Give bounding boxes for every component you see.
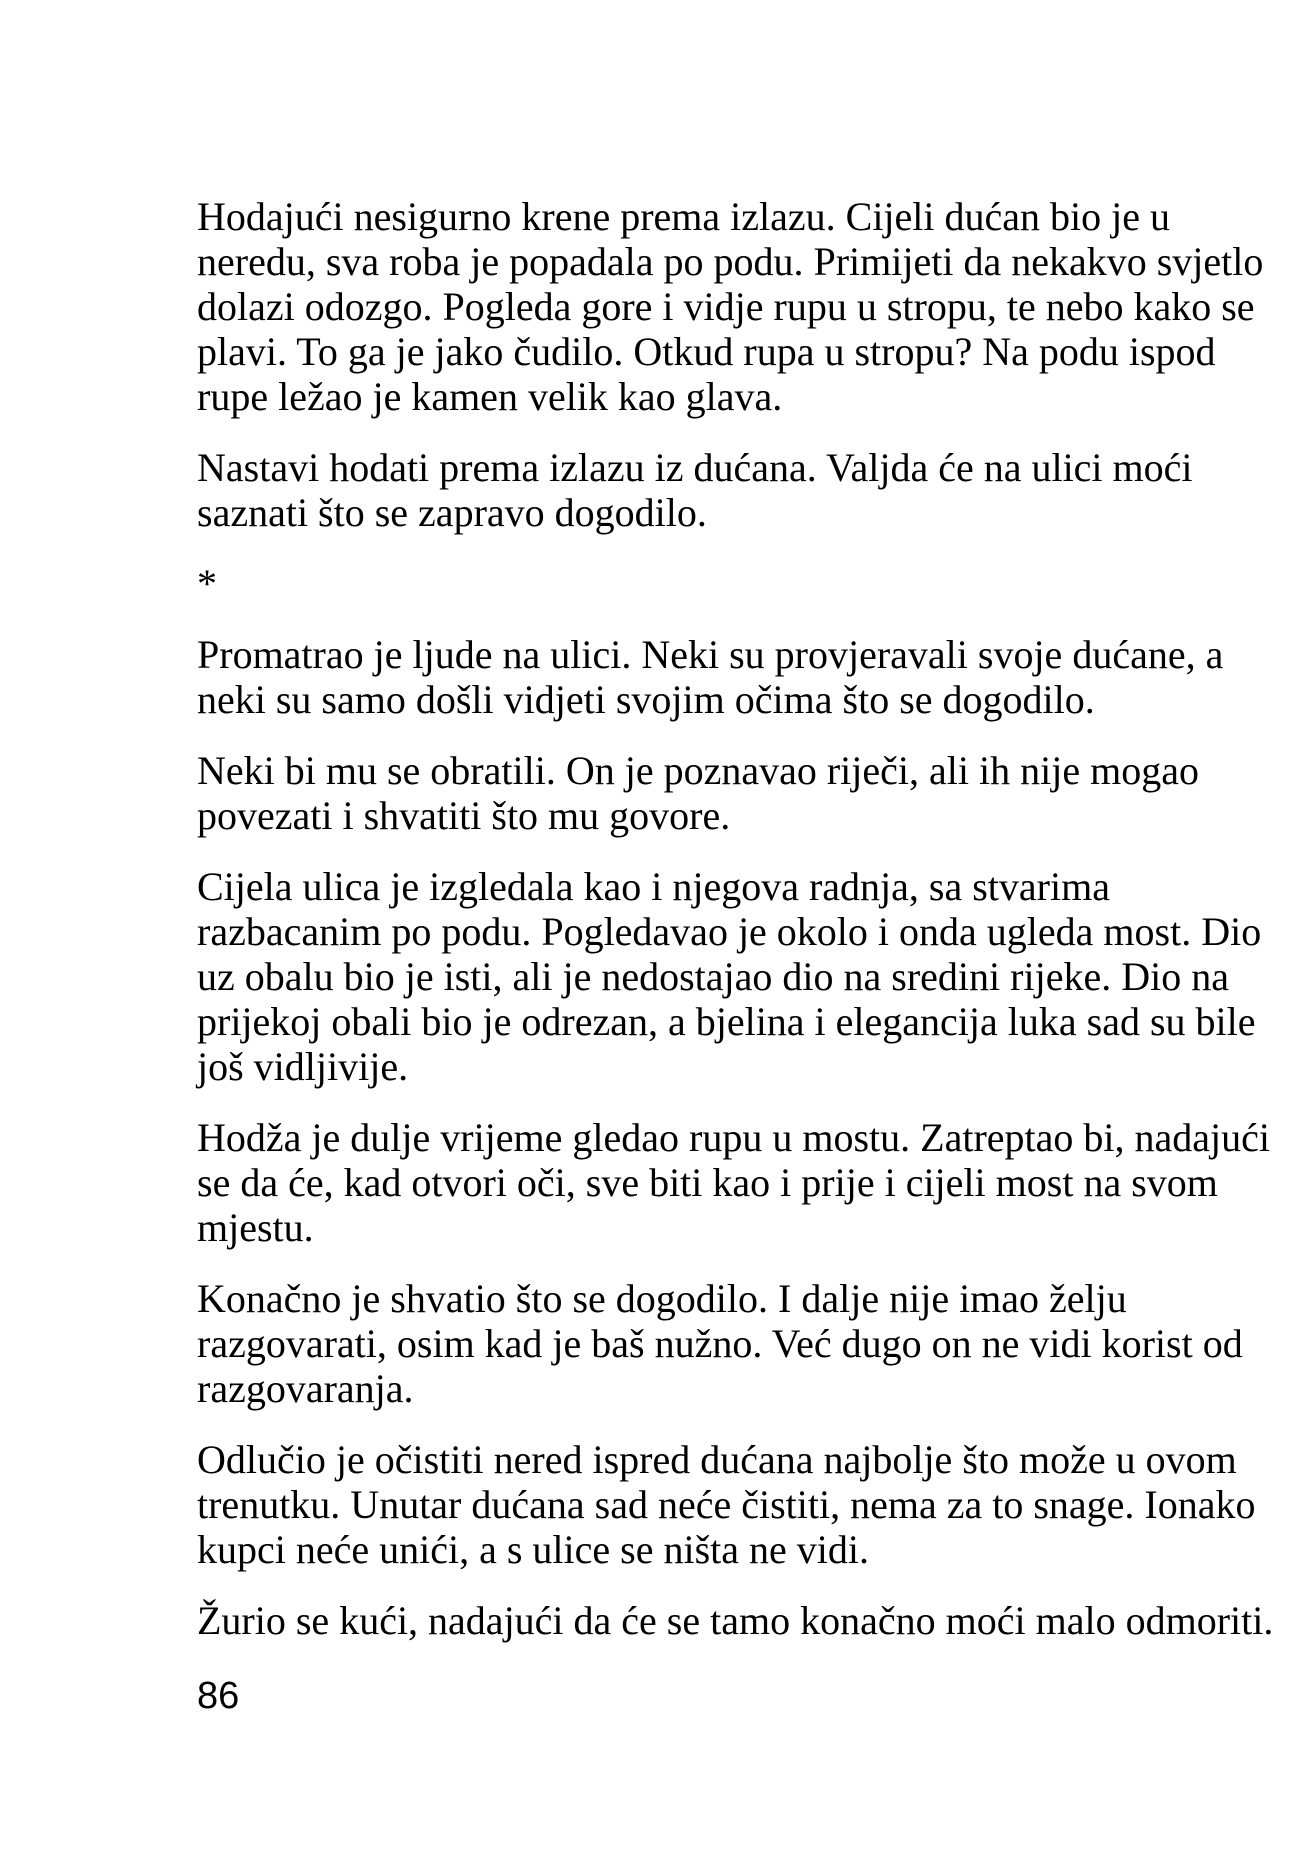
text-line: Promatrao je ljude na ulici. Neki su provjeravali svoje dućane, a: [197, 632, 1224, 677]
paragraph-2: [197, 445, 1193, 535]
text-line: razgovaranja.: [197, 1366, 414, 1411]
text-line: kupci neće unići, a s ulice se ništa ne vidi.: [197, 1527, 870, 1572]
text-line: Neki bi mu se obratili. On je poznavao riječi, ali ih nije mogao: [197, 748, 1199, 793]
paragraph-8: [197, 1437, 1256, 1572]
text-line: *: [197, 561, 217, 606]
text-line: rupe ležao je kamen velik kao glava.: [197, 374, 783, 419]
text-line: saznati što se zapravo dogodilo.: [197, 490, 707, 535]
paragraph-9: [197, 1598, 1274, 1643]
text-line: uz obalu bio je isti, ali je nedostajao dio na sredini rijeke. Dio na: [197, 954, 1229, 999]
text-line: Hodža je dulje vrijeme gledao rupu u mostu. Zatreptao bi, nadajući: [197, 1115, 1270, 1160]
text-line: se da će, kad otvori oči, sve biti kao i prije i cijeli most na svom: [197, 1160, 1218, 1205]
text-line: Nastavi hodati prema izlazu iz dućana. Valjda će na ulici moći: [197, 445, 1193, 490]
section-separator: [197, 561, 1107, 606]
paragraph-7: [197, 1276, 1243, 1411]
text-line: plavi. To ga je jako čudilo. Otkud rupa u stropu? Na podu ispod: [197, 329, 1216, 374]
page-number: 86: [197, 1675, 240, 1717]
text-line: Cijela ulica je izgledala kao i njegova radnja, sa stvarima: [197, 864, 1110, 909]
paragraph-1: [197, 194, 1264, 419]
body-text: [197, 194, 1274, 1669]
paragraph-5: [197, 864, 1262, 1089]
paragraph-3: [197, 632, 1224, 722]
text-line: Odlučio je očistiti nered ispred dućana najbolje što može u ovom: [197, 1437, 1237, 1482]
text-line: Hodajući nesigurno krene prema izlazu. Cijeli dućan bio je u: [197, 194, 1171, 239]
text-line: trenutku. Unutar dućana sad neće čistiti, nema za to snage. Ionako: [197, 1482, 1256, 1527]
text-line: dolazi odozgo. Pogleda gore i vidje rupu u stropu, te nebo kako se: [197, 284, 1255, 329]
text-line: Konačno je shvatio što se dogodilo. I dalje nije imao želju: [197, 1276, 1127, 1321]
paragraph-6: [197, 1115, 1270, 1250]
text-line: povezati i shvatiti što mu govore.: [197, 793, 731, 838]
text-line: razgovarati, osim kad je baš nužno. Već dugo on ne vidi korist od: [197, 1321, 1243, 1366]
text-line: neredu, sva roba je popadala po podu. Primijeti da nekakvo svjetlo: [197, 239, 1264, 284]
text-line: Žurio se kući, nadajući da će se tamo konačno moći malo odmoriti.: [197, 1598, 1274, 1643]
paragraph-4: [197, 748, 1199, 838]
text-line: mjestu.: [197, 1205, 314, 1250]
text-line: još vidljivije.: [197, 1044, 409, 1089]
text-line: razbacanim po podu. Pogledavao je okolo i onda ugleda most. Dio: [197, 909, 1262, 954]
text-line: prijekoj obali bio je odrezan, a bjelina i elegancija luka sad su bile: [197, 999, 1256, 1044]
text-line: neki su samo došli vidjeti svojim očima što se dogodilo.: [197, 677, 1095, 722]
